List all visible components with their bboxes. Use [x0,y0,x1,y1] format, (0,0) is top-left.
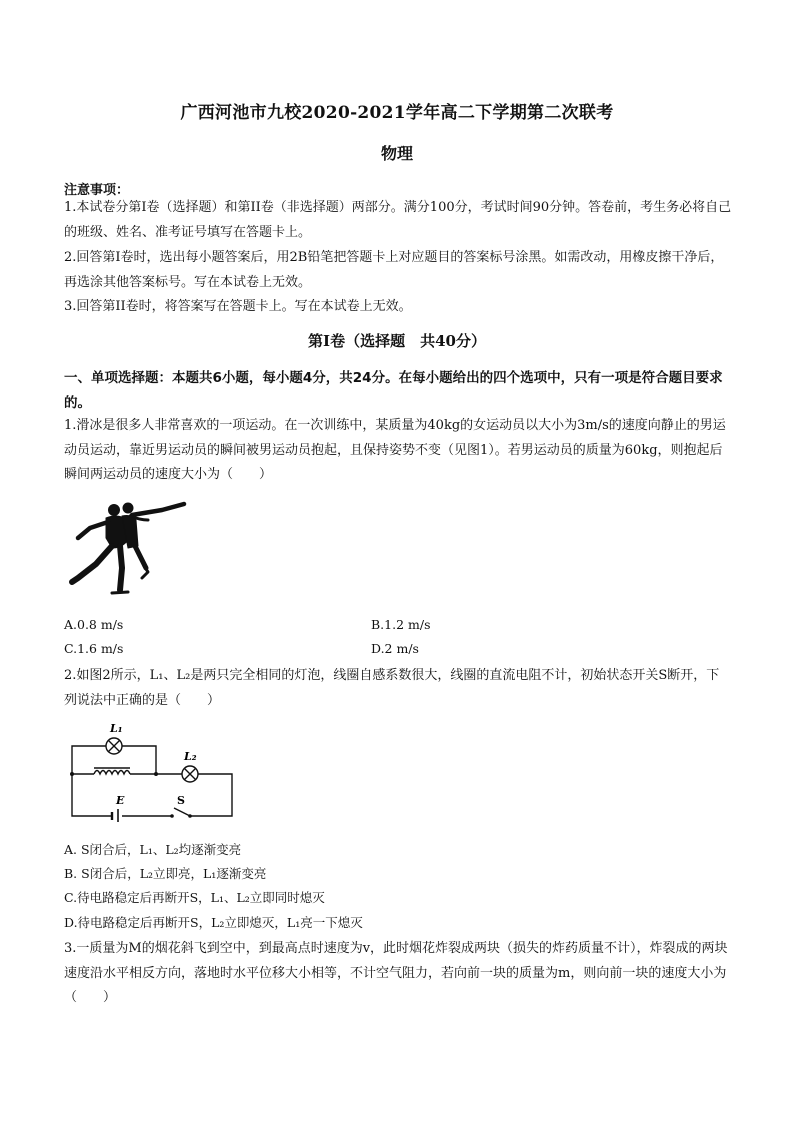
question-3-text: 3.一质量为M的烟花斜飞到空中，到最高点时速度为v，此时烟花炸裂成两块（损失的炸药质量不计），炸裂成的两块速度沿水平相反方向，落地时水平位移大小相等，不计空气阻力，若向前一块的质量为m，则向前一块的速度大小为（ ） [64,941,728,1005]
q1-option-d: D.2 m/s [371,641,419,656]
label-l2: L₂ [184,750,197,763]
note-item-3: 3.回答第II卷时，将答案写在答题卡上。写在本试卷上无效。 [64,299,412,314]
note-item-2: 2.回答第I卷时，选出每小题答案后，用2B铅笔把答题卡上对应题目的答案标号涂黑。如需改动，用橡皮擦干净后，再选涂其他答案标号。写在本试卷上无效。 [64,250,724,290]
q1-option-a: A.0.8 m/s [64,617,124,632]
note-item-1: 1.本试卷分第I卷（选择题）和第II卷（非选择题）两部分。满分100分，考试时间90分钟。答卷前，考生务必将自己的班级、姓名、准考证号填写在答题卡上。 [64,200,732,240]
q2-option-a: A. S闭合后，L₁、L₂均逐渐变亮 [64,842,242,857]
question-2-text: 2.如图2所示，L₁、L₂是两只完全相同的灯泡，线圈自感系数很大，线圈的直流电阻不计，初始状态开关S断开，下列说法中正确的是（ ） [64,668,720,708]
circuit-diagram [66,716,238,822]
q2-option-b: B. S闭合后，L₂立即亮，L₁逐渐变亮 [64,866,267,881]
notes-heading: 注意事项： [64,183,130,198]
question-1-text: 1.滑冰是很多人非常喜欢的一项运动。在一次训练中，某质量为40kg的女运动员以大小为3m/s的速度向静止的男运动员运动，靠近男运动员的瞬间被男运动员抱起，且保持姿势不变（见图1）。若男运动员的质量为60kg，则抱起后瞬间两运动员的速度大小为（ ） [64,418,726,482]
label-e: E [116,794,125,807]
q2-option-c: C.待电路稳定后再断开S，L₁、L₂立即同时熄灭 [64,890,325,905]
label-l1: L₁ [110,722,123,735]
exam-title: 广西河池市九校2020-2021学年高二下学期第二次联考 [180,103,614,123]
q1-option-b: B.1.2 m/s [371,617,431,632]
subject-title: 物理 [380,144,413,163]
skaters-figure [66,498,190,604]
label-s: S [177,794,185,807]
q1-option-c: C.1.6 m/s [64,641,124,656]
q2-option-d: D.待电路稳定后再断开S，L₂立即熄灭，L₁亮一下熄灭 [64,915,363,930]
section-title: 第I卷（选择题 共40分） [308,332,486,350]
section-instructions: 一、单项选择题：本题共6小题，每小题4分，共24分。在每小题给出的四个选项中，只有一项是符合题目要求的。 [64,370,723,411]
